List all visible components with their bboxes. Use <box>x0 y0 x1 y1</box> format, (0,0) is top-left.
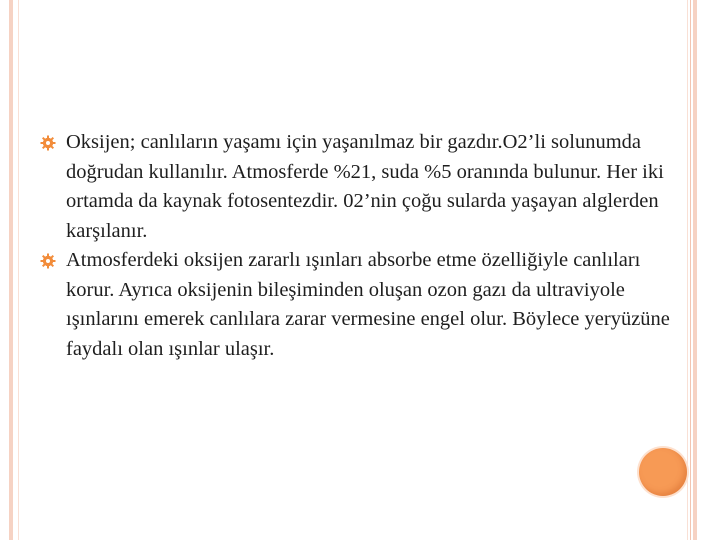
bullet-item-oxygen-properties <box>40 128 670 246</box>
gear-bullet-icon <box>40 253 56 269</box>
bullet-text: Oksijen; canlıların yaşamı için yaşanılmaz bir gazdır.O2’li solunumda doğrudan kullanılır. Atmosferde %21, suda %5 oranında bulunur. Her iki ortamda da kaynak fotosentezdir. 02’nin çoğu sularda yaşayan alglerden karşılanır. <box>66 131 664 242</box>
gear-bullet-icon <box>40 135 56 151</box>
slide-content <box>40 128 670 364</box>
bullet-text: Atmosferdeki oksijen zararlı ışınları absorbe etme özelliğiyle canlıları korur. Ayrıca oksijenin bileşiminden oluşan ozon gazı da ultraviyole ışınlarını emerek canlılara zarar vermesine engel olur. Böylece yeryüzüne faydalı olan ışınlar ulaşır. <box>66 249 670 360</box>
accent-vertical-line <box>690 0 691 540</box>
bullet-item-oxygen-protection <box>40 246 670 364</box>
accent-circle-decoration <box>639 448 687 496</box>
